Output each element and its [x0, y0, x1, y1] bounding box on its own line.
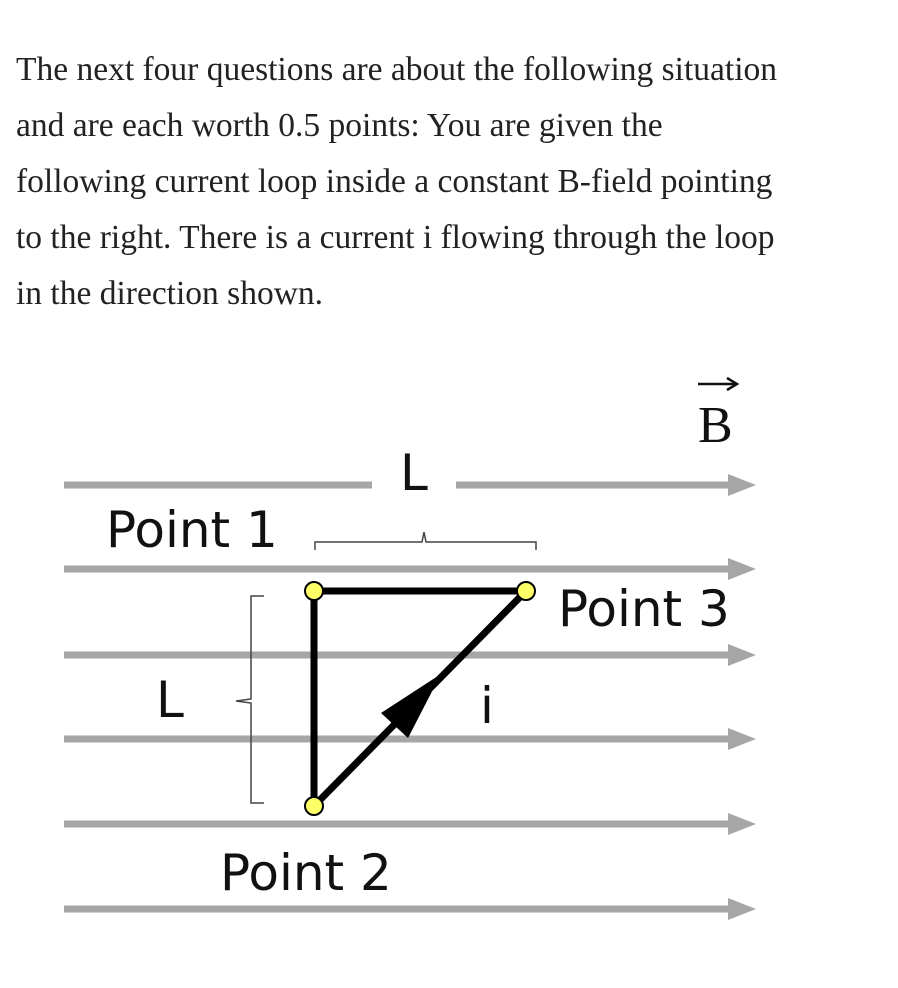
field-arrowhead-1 — [728, 474, 756, 496]
point-2-marker — [305, 797, 323, 815]
statement-line-1: The next four questions are about the following situation — [16, 51, 778, 88]
statement-line-5: in the direction shown. — [16, 275, 324, 312]
current-loop — [314, 591, 526, 806]
point-3-label: Point 3 — [558, 580, 730, 638]
b-field-label: B — [698, 397, 733, 454]
top-length-label: L — [400, 444, 428, 502]
top-dimension-bracket — [315, 532, 536, 550]
statement-line-2: and are each worth 0.5 points: You are given the — [16, 107, 663, 144]
field-label-b — [698, 378, 737, 454]
current-label: i — [480, 677, 494, 735]
statement-line-4: to the right. There is a current i flowing through the loop — [16, 219, 775, 256]
side-length-label: L — [156, 671, 184, 729]
point-1-marker — [305, 582, 323, 600]
field-arrowhead-5 — [728, 813, 756, 835]
side-dimension-bracket — [236, 596, 264, 803]
field-arrowhead-3 — [728, 644, 756, 666]
statement-line-3: following current loop inside a constant B-field pointing — [16, 163, 773, 200]
field-arrowhead-2 — [728, 558, 756, 580]
field-arrowhead-6 — [728, 898, 756, 920]
point-1-label: Point 1 — [106, 501, 278, 559]
field-arrowhead-4 — [728, 728, 756, 750]
point-3-marker — [517, 582, 535, 600]
point-2-label: Point 2 — [220, 844, 392, 902]
